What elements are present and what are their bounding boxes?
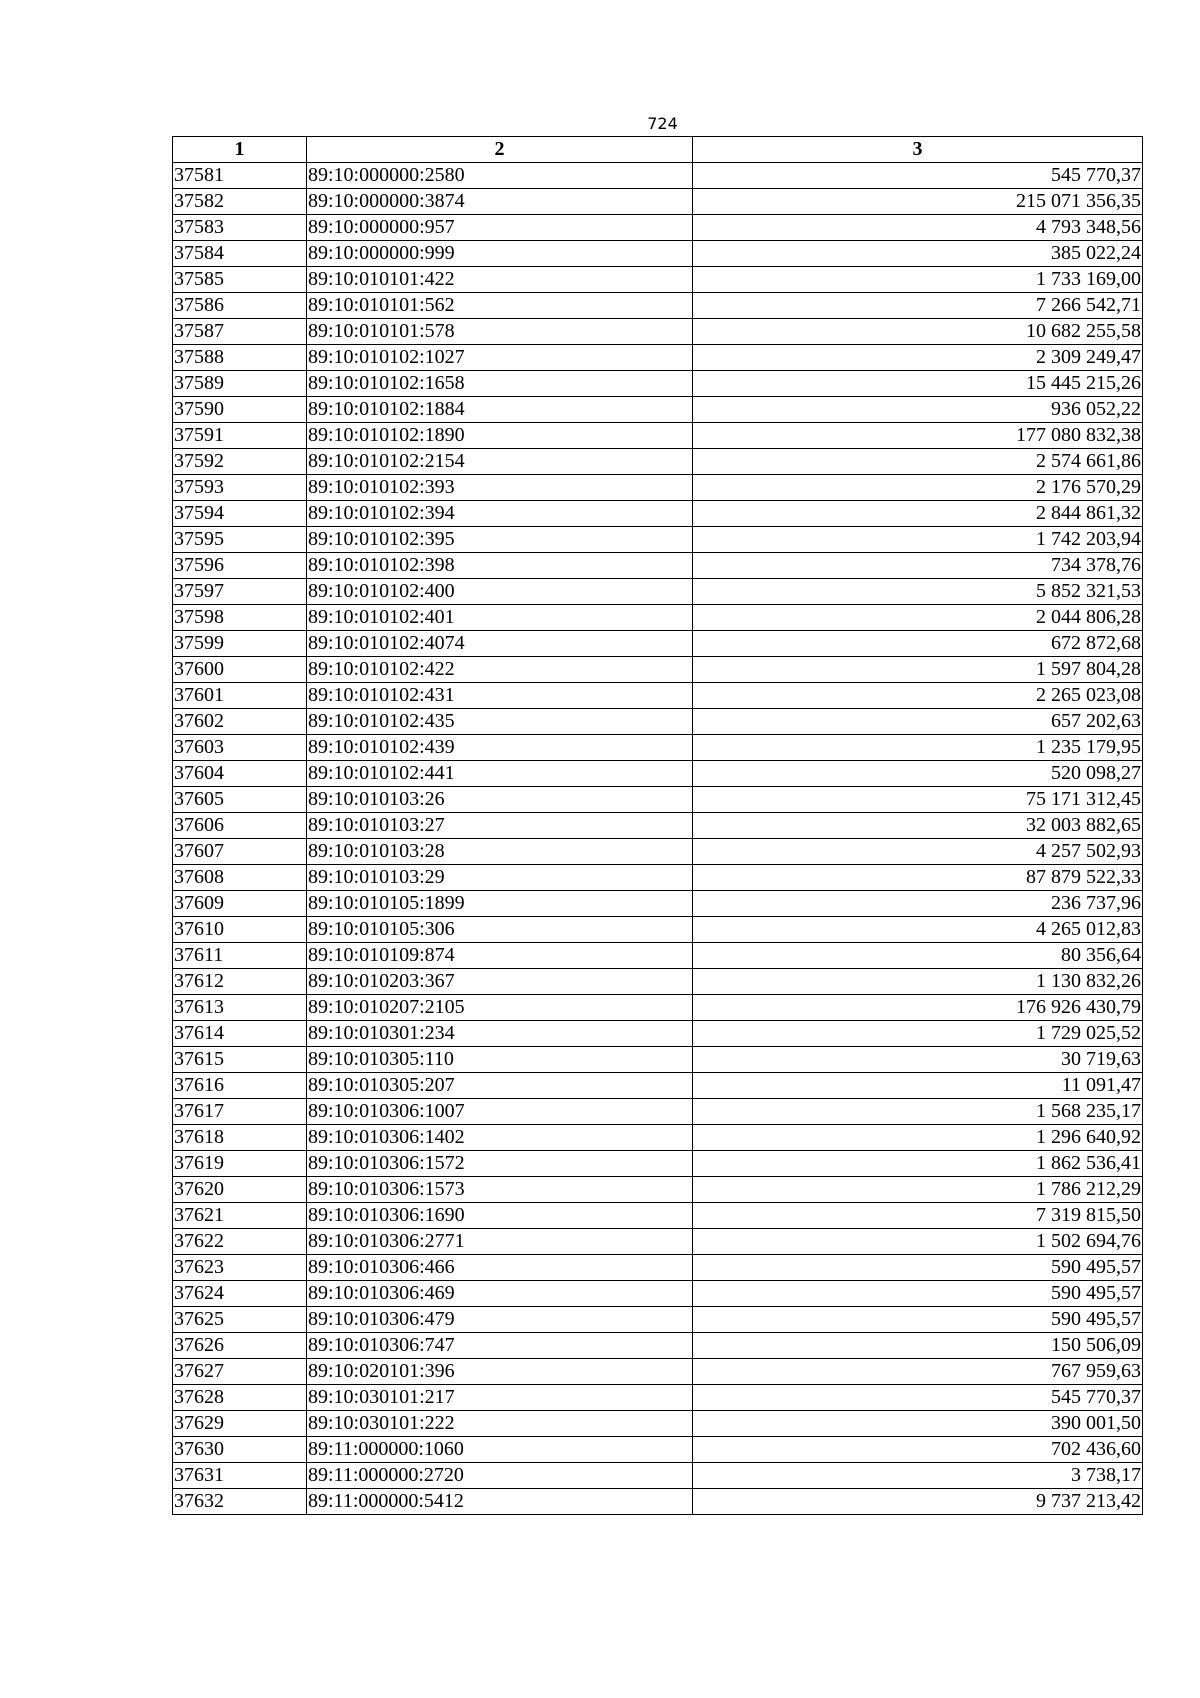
cadastral-number-cell: 89:10:010103:28 (307, 839, 693, 865)
cadastral-number-cell: 89:10:010105:1899 (307, 891, 693, 917)
row-number-cell: 37616 (173, 1073, 307, 1099)
value-cell: 545 770,37 (693, 163, 1143, 189)
row-number-cell: 37623 (173, 1255, 307, 1281)
row-number-cell: 37581 (173, 163, 307, 189)
row-number-cell: 37612 (173, 969, 307, 995)
row-number-cell: 37586 (173, 293, 307, 319)
table-row (173, 1099, 1143, 1125)
table-header-row (173, 137, 1143, 163)
value-cell: 767 959,63 (693, 1359, 1143, 1385)
cadastral-number-cell: 89:10:010306:1573 (307, 1177, 693, 1203)
cadastral-number-cell: 89:10:010102:398 (307, 553, 693, 579)
value-cell: 1 130 832,26 (693, 969, 1143, 995)
value-cell: 10 682 255,58 (693, 319, 1143, 345)
row-number-cell: 37618 (173, 1125, 307, 1151)
value-cell: 2 844 861,32 (693, 501, 1143, 527)
row-number-cell: 37610 (173, 917, 307, 943)
table-row (173, 1411, 1143, 1437)
table-row (173, 189, 1143, 215)
cadastral-number-cell: 89:10:010109:874 (307, 943, 693, 969)
row-number-cell: 37611 (173, 943, 307, 969)
row-number-cell: 37625 (173, 1307, 307, 1333)
row-number-cell: 37604 (173, 761, 307, 787)
value-cell: 1 862 536,41 (693, 1151, 1143, 1177)
value-cell: 176 926 430,79 (693, 995, 1143, 1021)
table-row (173, 1385, 1143, 1411)
table-row (173, 605, 1143, 631)
row-number-cell: 37601 (173, 683, 307, 709)
table-row (173, 891, 1143, 917)
table-row (173, 1437, 1143, 1463)
table-row (173, 1125, 1143, 1151)
table-row (173, 839, 1143, 865)
table-row (173, 397, 1143, 423)
table-row (173, 449, 1143, 475)
row-number-cell: 37599 (173, 631, 307, 657)
table-row (173, 501, 1143, 527)
row-number-cell: 37593 (173, 475, 307, 501)
value-cell: 936 052,22 (693, 397, 1143, 423)
value-cell: 1 502 694,76 (693, 1229, 1143, 1255)
table-row (173, 241, 1143, 267)
cadastral-number-cell: 89:10:010102:400 (307, 579, 693, 605)
value-cell: 32 003 882,65 (693, 813, 1143, 839)
cadastral-number-cell: 89:10:010101:422 (307, 267, 693, 293)
cadastral-number-cell: 89:10:010102:441 (307, 761, 693, 787)
cadastral-number-cell: 89:10:010306:469 (307, 1281, 693, 1307)
cadastral-number-cell: 89:10:010103:26 (307, 787, 693, 813)
cadastral-number-cell: 89:10:010306:479 (307, 1307, 693, 1333)
cadastral-number-cell: 89:10:000000:3874 (307, 189, 693, 215)
table-row (173, 1333, 1143, 1359)
value-cell: 1 742 203,94 (693, 527, 1143, 553)
cadastral-number-cell: 89:10:010305:110 (307, 1047, 693, 1073)
table-row (173, 1073, 1143, 1099)
value-cell: 385 022,24 (693, 241, 1143, 267)
table-row (173, 579, 1143, 605)
table-row (173, 761, 1143, 787)
cadastral-number-cell: 89:10:000000:2580 (307, 163, 693, 189)
table-row (173, 475, 1143, 501)
table-row (173, 267, 1143, 293)
value-cell: 75 171 312,45 (693, 787, 1143, 813)
row-number-cell: 37627 (173, 1359, 307, 1385)
value-cell: 7 266 542,71 (693, 293, 1143, 319)
cadastral-number-cell: 89:10:010102:1890 (307, 423, 693, 449)
value-cell: 734 378,76 (693, 553, 1143, 579)
cadastral-number-cell: 89:11:000000:5412 (307, 1489, 693, 1515)
cadastral-number-cell: 89:10:010102:4074 (307, 631, 693, 657)
value-cell: 9 737 213,42 (693, 1489, 1143, 1515)
row-number-cell: 37592 (173, 449, 307, 475)
row-number-cell: 37597 (173, 579, 307, 605)
value-cell: 520 098,27 (693, 761, 1143, 787)
cadastral-number-cell: 89:10:010102:1658 (307, 371, 693, 397)
value-cell: 1 597 804,28 (693, 657, 1143, 683)
row-number-cell: 37582 (173, 189, 307, 215)
table-row (173, 1489, 1143, 1515)
value-cell: 590 495,57 (693, 1255, 1143, 1281)
column-header-1: 1 (173, 137, 307, 163)
column-header-2: 2 (307, 137, 693, 163)
value-cell: 2 309 249,47 (693, 345, 1143, 371)
value-cell: 3 738,17 (693, 1463, 1143, 1489)
cadastral-number-cell: 89:10:010102:435 (307, 709, 693, 735)
row-number-cell: 37584 (173, 241, 307, 267)
row-number-cell: 37629 (173, 1411, 307, 1437)
table-row (173, 943, 1143, 969)
row-number-cell: 37590 (173, 397, 307, 423)
cadastral-number-cell: 89:10:010102:394 (307, 501, 693, 527)
cadastral-number-cell: 89:10:010102:393 (307, 475, 693, 501)
cadastral-number-cell: 89:10:000000:957 (307, 215, 693, 241)
cadastral-number-cell: 89:10:010306:1690 (307, 1203, 693, 1229)
table-row (173, 1203, 1143, 1229)
table-row (173, 423, 1143, 449)
row-number-cell: 37595 (173, 527, 307, 553)
table-row (173, 1307, 1143, 1333)
cadastral-number-cell: 89:10:010102:2154 (307, 449, 693, 475)
cadastral-number-cell: 89:10:010301:234 (307, 1021, 693, 1047)
row-number-cell: 37602 (173, 709, 307, 735)
table-row (173, 319, 1143, 345)
table-row (173, 995, 1143, 1021)
row-number-cell: 37603 (173, 735, 307, 761)
table-row (173, 1021, 1143, 1047)
row-number-cell: 37613 (173, 995, 307, 1021)
row-number-cell: 37594 (173, 501, 307, 527)
row-number-cell: 37588 (173, 345, 307, 371)
row-number-cell: 37619 (173, 1151, 307, 1177)
value-cell: 215 071 356,35 (693, 189, 1143, 215)
value-cell: 1 729 025,52 (693, 1021, 1143, 1047)
value-cell: 87 879 522,33 (693, 865, 1143, 891)
cadastral-number-cell: 89:10:010103:29 (307, 865, 693, 891)
cadastral-number-cell: 89:10:010102:1884 (307, 397, 693, 423)
cadastral-number-cell: 89:10:010306:1402 (307, 1125, 693, 1151)
value-cell: 30 719,63 (693, 1047, 1143, 1073)
table-row (173, 1151, 1143, 1177)
value-cell: 80 356,64 (693, 943, 1143, 969)
table-row (173, 527, 1143, 553)
table-row (173, 657, 1143, 683)
cadastral-number-cell: 89:10:030101:222 (307, 1411, 693, 1437)
table-row (173, 1281, 1143, 1307)
cadastral-number-cell: 89:10:010305:207 (307, 1073, 693, 1099)
cadastral-number-cell: 89:10:010306:1572 (307, 1151, 693, 1177)
value-cell: 657 202,63 (693, 709, 1143, 735)
cadastral-number-cell: 89:10:010203:367 (307, 969, 693, 995)
value-cell: 590 495,57 (693, 1281, 1143, 1307)
cadastral-number-cell: 89:10:010101:578 (307, 319, 693, 345)
table-row (173, 1177, 1143, 1203)
value-cell: 7 319 815,50 (693, 1203, 1143, 1229)
table-row (173, 735, 1143, 761)
row-number-cell: 37591 (173, 423, 307, 449)
value-cell: 236 737,96 (693, 891, 1143, 917)
table-row (173, 813, 1143, 839)
value-cell: 390 001,50 (693, 1411, 1143, 1437)
row-number-cell: 37620 (173, 1177, 307, 1203)
cadastral-number-cell: 89:10:010306:747 (307, 1333, 693, 1359)
table-row (173, 969, 1143, 995)
row-number-cell: 37607 (173, 839, 307, 865)
value-cell: 1 733 169,00 (693, 267, 1143, 293)
row-number-cell: 37605 (173, 787, 307, 813)
value-cell: 1 786 212,29 (693, 1177, 1143, 1203)
row-number-cell: 37617 (173, 1099, 307, 1125)
value-cell: 702 436,60 (693, 1437, 1143, 1463)
table-row (173, 293, 1143, 319)
row-number-cell: 37631 (173, 1463, 307, 1489)
cadastral-number-cell: 89:10:010101:562 (307, 293, 693, 319)
value-cell: 5 852 321,53 (693, 579, 1143, 605)
value-cell: 11 091,47 (693, 1073, 1143, 1099)
row-number-cell: 37583 (173, 215, 307, 241)
cadastral-number-cell: 89:10:020101:396 (307, 1359, 693, 1385)
value-cell: 15 445 215,26 (693, 371, 1143, 397)
value-cell: 1 235 179,95 (693, 735, 1143, 761)
value-cell: 672 872,68 (693, 631, 1143, 657)
row-number-cell: 37628 (173, 1385, 307, 1411)
value-cell: 1 568 235,17 (693, 1099, 1143, 1125)
value-cell: 2 265 023,08 (693, 683, 1143, 709)
cadastral-number-cell: 89:10:010102:395 (307, 527, 693, 553)
table-row (173, 865, 1143, 891)
table-body (173, 163, 1143, 1515)
value-cell: 4 265 012,83 (693, 917, 1143, 943)
table-row (173, 917, 1143, 943)
table-row (173, 345, 1143, 371)
value-cell: 150 506,09 (693, 1333, 1143, 1359)
row-number-cell: 37589 (173, 371, 307, 397)
row-number-cell: 37615 (173, 1047, 307, 1073)
cadastral-number-cell: 89:10:010102:422 (307, 657, 693, 683)
row-number-cell: 37622 (173, 1229, 307, 1255)
table-row (173, 215, 1143, 241)
table-row (173, 1359, 1143, 1385)
row-number-cell: 37585 (173, 267, 307, 293)
row-number-cell: 37630 (173, 1437, 307, 1463)
row-number-cell: 37632 (173, 1489, 307, 1515)
value-cell: 4 257 502,93 (693, 839, 1143, 865)
cadastral-number-cell: 89:10:010102:431 (307, 683, 693, 709)
cadastral-number-cell: 89:10:010105:306 (307, 917, 693, 943)
table-row (173, 1229, 1143, 1255)
row-number-cell: 37626 (173, 1333, 307, 1359)
value-cell: 4 793 348,56 (693, 215, 1143, 241)
cadastral-number-cell: 89:10:030101:217 (307, 1385, 693, 1411)
cadastral-number-cell: 89:11:000000:2720 (307, 1463, 693, 1489)
table-row (173, 1255, 1143, 1281)
value-cell: 2 176 570,29 (693, 475, 1143, 501)
cadastral-number-cell: 89:10:010306:466 (307, 1255, 693, 1281)
row-number-cell: 37606 (173, 813, 307, 839)
cadastral-number-cell: 89:10:010102:439 (307, 735, 693, 761)
table-row (173, 371, 1143, 397)
row-number-cell: 37621 (173, 1203, 307, 1229)
cadastral-number-cell: 89:10:010306:2771 (307, 1229, 693, 1255)
table-row (173, 709, 1143, 735)
table-row (173, 553, 1143, 579)
cadastral-number-cell: 89:10:010102:401 (307, 605, 693, 631)
value-cell: 2 574 661,86 (693, 449, 1143, 475)
value-cell: 545 770,37 (693, 1385, 1143, 1411)
page-number: 724 (647, 114, 678, 133)
table-row (173, 163, 1143, 189)
value-cell: 1 296 640,92 (693, 1125, 1143, 1151)
table-row (173, 1047, 1143, 1073)
cadastral-number-cell: 89:10:000000:999 (307, 241, 693, 267)
row-number-cell: 37614 (173, 1021, 307, 1047)
cadastral-value-table (172, 136, 1143, 1515)
row-number-cell: 37598 (173, 605, 307, 631)
table-row (173, 1463, 1143, 1489)
column-header-3: 3 (693, 137, 1143, 163)
row-number-cell: 37587 (173, 319, 307, 345)
value-cell: 590 495,57 (693, 1307, 1143, 1333)
value-cell: 177 080 832,38 (693, 423, 1143, 449)
row-number-cell: 37609 (173, 891, 307, 917)
cadastral-number-cell: 89:11:000000:1060 (307, 1437, 693, 1463)
value-cell: 2 044 806,28 (693, 605, 1143, 631)
cadastral-number-cell: 89:10:010306:1007 (307, 1099, 693, 1125)
cadastral-number-cell: 89:10:010207:2105 (307, 995, 693, 1021)
cadastral-number-cell: 89:10:010102:1027 (307, 345, 693, 371)
cadastral-number-cell: 89:10:010103:27 (307, 813, 693, 839)
row-number-cell: 37624 (173, 1281, 307, 1307)
row-number-cell: 37600 (173, 657, 307, 683)
table-row (173, 631, 1143, 657)
table-row (173, 683, 1143, 709)
row-number-cell: 37608 (173, 865, 307, 891)
row-number-cell: 37596 (173, 553, 307, 579)
table-row (173, 787, 1143, 813)
